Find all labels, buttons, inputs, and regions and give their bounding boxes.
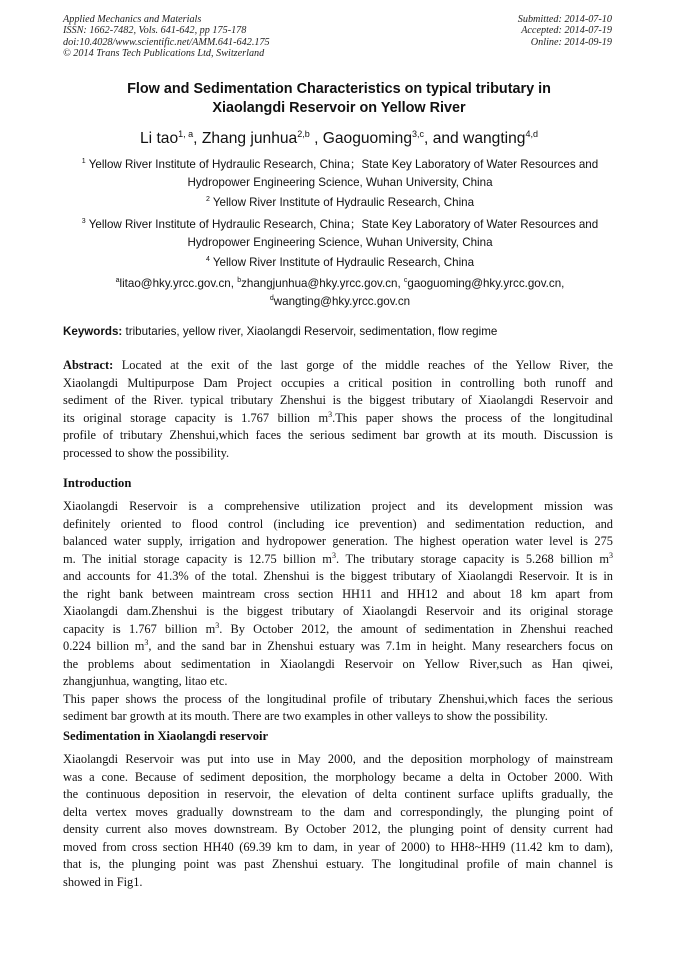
superscript: 3 (215, 620, 220, 630)
author-name: , and wangting (424, 130, 526, 147)
accepted-date: Accepted: 2014-07-19 (521, 25, 612, 37)
body-line: This paper shows the process of the longitudinal profile of tributary Zhenshui,which faces the serious (63, 691, 613, 706)
affiliation-2 (60, 194, 620, 212)
author-name: , Gaoguoming (309, 130, 413, 147)
journal-info (63, 14, 270, 60)
section-heading-sedimentation: Sedimentation in Xiaolangdi reservoir (63, 729, 269, 743)
superscript: 3 (328, 409, 333, 419)
keywords-text: tributaries, yellow river, Xiaolangdi Reservoir, sedimentation, flow regime (122, 325, 498, 338)
body-line: Xiaolangdi dam.Zhenshui is the biggest tributary of Xiaolangdi Reservoir and its original storage (63, 604, 613, 618)
author-affiliation-mark: 1, a (178, 128, 194, 139)
affiliation-number: 4 (205, 256, 210, 264)
title-line-2: Xiaolangdi Reservoir on Yellow River (212, 99, 466, 116)
abstract-line: Xiaolangdi Multipurpose Dam Project occupies a critical position in controlling both runoff and (63, 375, 613, 390)
email-link[interactable]: litao@hky.yrcc.gov.cn, (119, 277, 238, 290)
body-line: sediment bar growth at its mouth. There are two examples in other valleys to show the possibility. (63, 709, 548, 723)
affiliation-text: Yellow River Institute of Hydraulic Research, China；State Key Laboratory of Water Resources and (85, 218, 599, 231)
affiliation-text: Hydropower Engineering Science, Wuhan University, China (187, 236, 493, 249)
affiliation-number: 2 (205, 196, 210, 204)
email-link[interactable]: gaoguoming@hky.yrcc.gov.cn, (407, 277, 565, 290)
body-line: moved from cross section HH40 (69.39 km to dam, in year of 2000) to HH8~HH9 (11.42 km to dam), (63, 839, 613, 854)
author-affiliation-mark: 4,d (525, 128, 538, 139)
author-emails (60, 275, 620, 311)
abstract-line: profile of tributary Zhenshui,which faces the serious sediment bar growth at its mouth. Discussion is (63, 428, 613, 442)
body-line: m. The initial storage capacity is 12.75 billion m (63, 551, 332, 566)
body-line: density current also moves downstream. By October 2012, the plunging point of density current had (63, 822, 613, 836)
email-link[interactable]: zhangjunhua@hky.yrcc.gov.cn, (241, 277, 404, 290)
affiliation-number: 1 (81, 158, 86, 166)
journal-copyright: © 2014 Trans Tech Publications Ltd, Switzerland (63, 48, 265, 60)
author-affiliation-mark: 3,c (412, 128, 425, 139)
affiliation-1 (60, 156, 620, 192)
body-line: 0.224 billion m (63, 639, 145, 653)
author-list (60, 129, 618, 149)
body-line: zhangjunhua, wangting, litao etc. (63, 674, 228, 688)
author-name: Li tao (140, 130, 179, 147)
body-line: the continuous deposition in reservoir, the elevation of delta continent surface uplifts gradually, the (63, 787, 613, 801)
superscript: 3 (609, 550, 613, 560)
journal-name: Applied Mechanics and Materials (63, 14, 202, 25)
body-line: balanced water supply, irrigation and hydropower generation. The highest operation water level is 275 (63, 534, 613, 548)
body-line: delta vertex moves gradually downstream to the dam and correspondingly, the plunging point of (63, 804, 613, 819)
body-line: the right bank between maintream cross section HH11 and HH12 and about 18 km apart from (63, 586, 613, 601)
submitted-date: Submitted: 2014-07-10 (517, 14, 612, 25)
affiliation-text: Hydropower Engineering Science, Wuhan University, China (187, 176, 493, 189)
body-line: and accounts for 41.3% of the total. Zhenshui is the biggest tributary of Xiaolangdi Reservoir. It is in (63, 569, 613, 583)
online-date: Online: 2014-09-19 (530, 36, 612, 48)
email-mark: a (115, 277, 120, 285)
email-mark: c (403, 277, 408, 285)
author-name: , Zhang junhua (193, 130, 298, 147)
body-line: definitely oriented to flood control (including ice prevention) and sedimentation reduction, and (63, 516, 613, 531)
title-line-1: Flow and Sedimentation Characteristics on typical tributary in (127, 81, 551, 97)
body-line: that is, the plunging point was past Zhenshui estuary. The longitudinal profile of main channel is (63, 857, 613, 871)
body-line: Xiaolangdi Reservoir was put into use in May 2000, and the deposition morphology of mainstream (63, 752, 613, 766)
body-line: showed in Fig1. (63, 874, 143, 889)
email-mark: d (269, 295, 274, 303)
body-line: Xiaolangdi Reservoir is a comprehensive utilization project and its development mission was (63, 499, 613, 513)
body-line: was a cone. Because of sediment deposition, the morphology became a delta in October 2000. With (63, 769, 613, 784)
affiliation-number: 3 (81, 218, 86, 226)
body-line: capacity is 1.767 billion m (63, 621, 216, 636)
body-line: , and the sand bar in Zhenshui estuary was 7.1m in height. Many researchers focus on (148, 639, 613, 653)
section-heading-introduction: Introduction (63, 476, 132, 490)
keywords (63, 324, 619, 340)
affiliation-text: Yellow River Institute of Hydraulic Research, China (209, 196, 475, 209)
affiliation-3 (60, 216, 620, 252)
affiliation-4 (60, 254, 620, 272)
sedimentation-body (63, 751, 613, 891)
superscript: 3 (331, 550, 336, 560)
affiliation-text: Yellow River Institute of Hydraulic Research, China；State Key Laboratory of Water Resources and (85, 158, 599, 171)
body-line: the problems about sedimentation in Xiaolangdi Reservoir on Yellow River,such as Han qiwei, (63, 656, 613, 671)
abstract-line: its original storage capacity is 1.767 billion m (63, 410, 329, 425)
abstract-line: Located at the exit of the last gorge of the middle reaches of the Yellow River, the (113, 358, 613, 372)
abstract-line: .This paper shows the process of the longitudinal (332, 410, 614, 425)
affiliation-text: Yellow River Institute of Hydraulic Research, China (209, 256, 475, 269)
submission-dates (518, 14, 612, 48)
paper-title (60, 80, 618, 117)
journal-issn: ISSN: 1662-7482, Vols. 641-642, pp 175-178 (63, 25, 247, 37)
abstract (63, 357, 613, 462)
keywords-label: Keywords: (63, 325, 123, 338)
body-line: . By October 2012, the amount of sedimentation in Zhenshui reached (219, 621, 613, 636)
email-mark: b (237, 277, 242, 285)
body-line: . The tributary storage capacity is 5.268 billion m (335, 551, 609, 566)
journal-doi[interactable]: doi:10.4028/www.scientific.net/AMM.641-642.175 (63, 36, 270, 48)
introduction-body (63, 498, 613, 726)
abstract-label: Abstract: (63, 358, 114, 372)
author-affiliation-mark: 2,b (297, 128, 310, 139)
superscript: 3 (144, 637, 149, 647)
abstract-line: processed to show the possibility. (63, 445, 230, 460)
email-link[interactable]: wangting@hky.yrcc.gov.cn (273, 295, 411, 308)
abstract-line: sediment of the River. typical tributary Zhenshui is the biggest tributary of Xiaolangdi Reservoir and (63, 393, 613, 407)
